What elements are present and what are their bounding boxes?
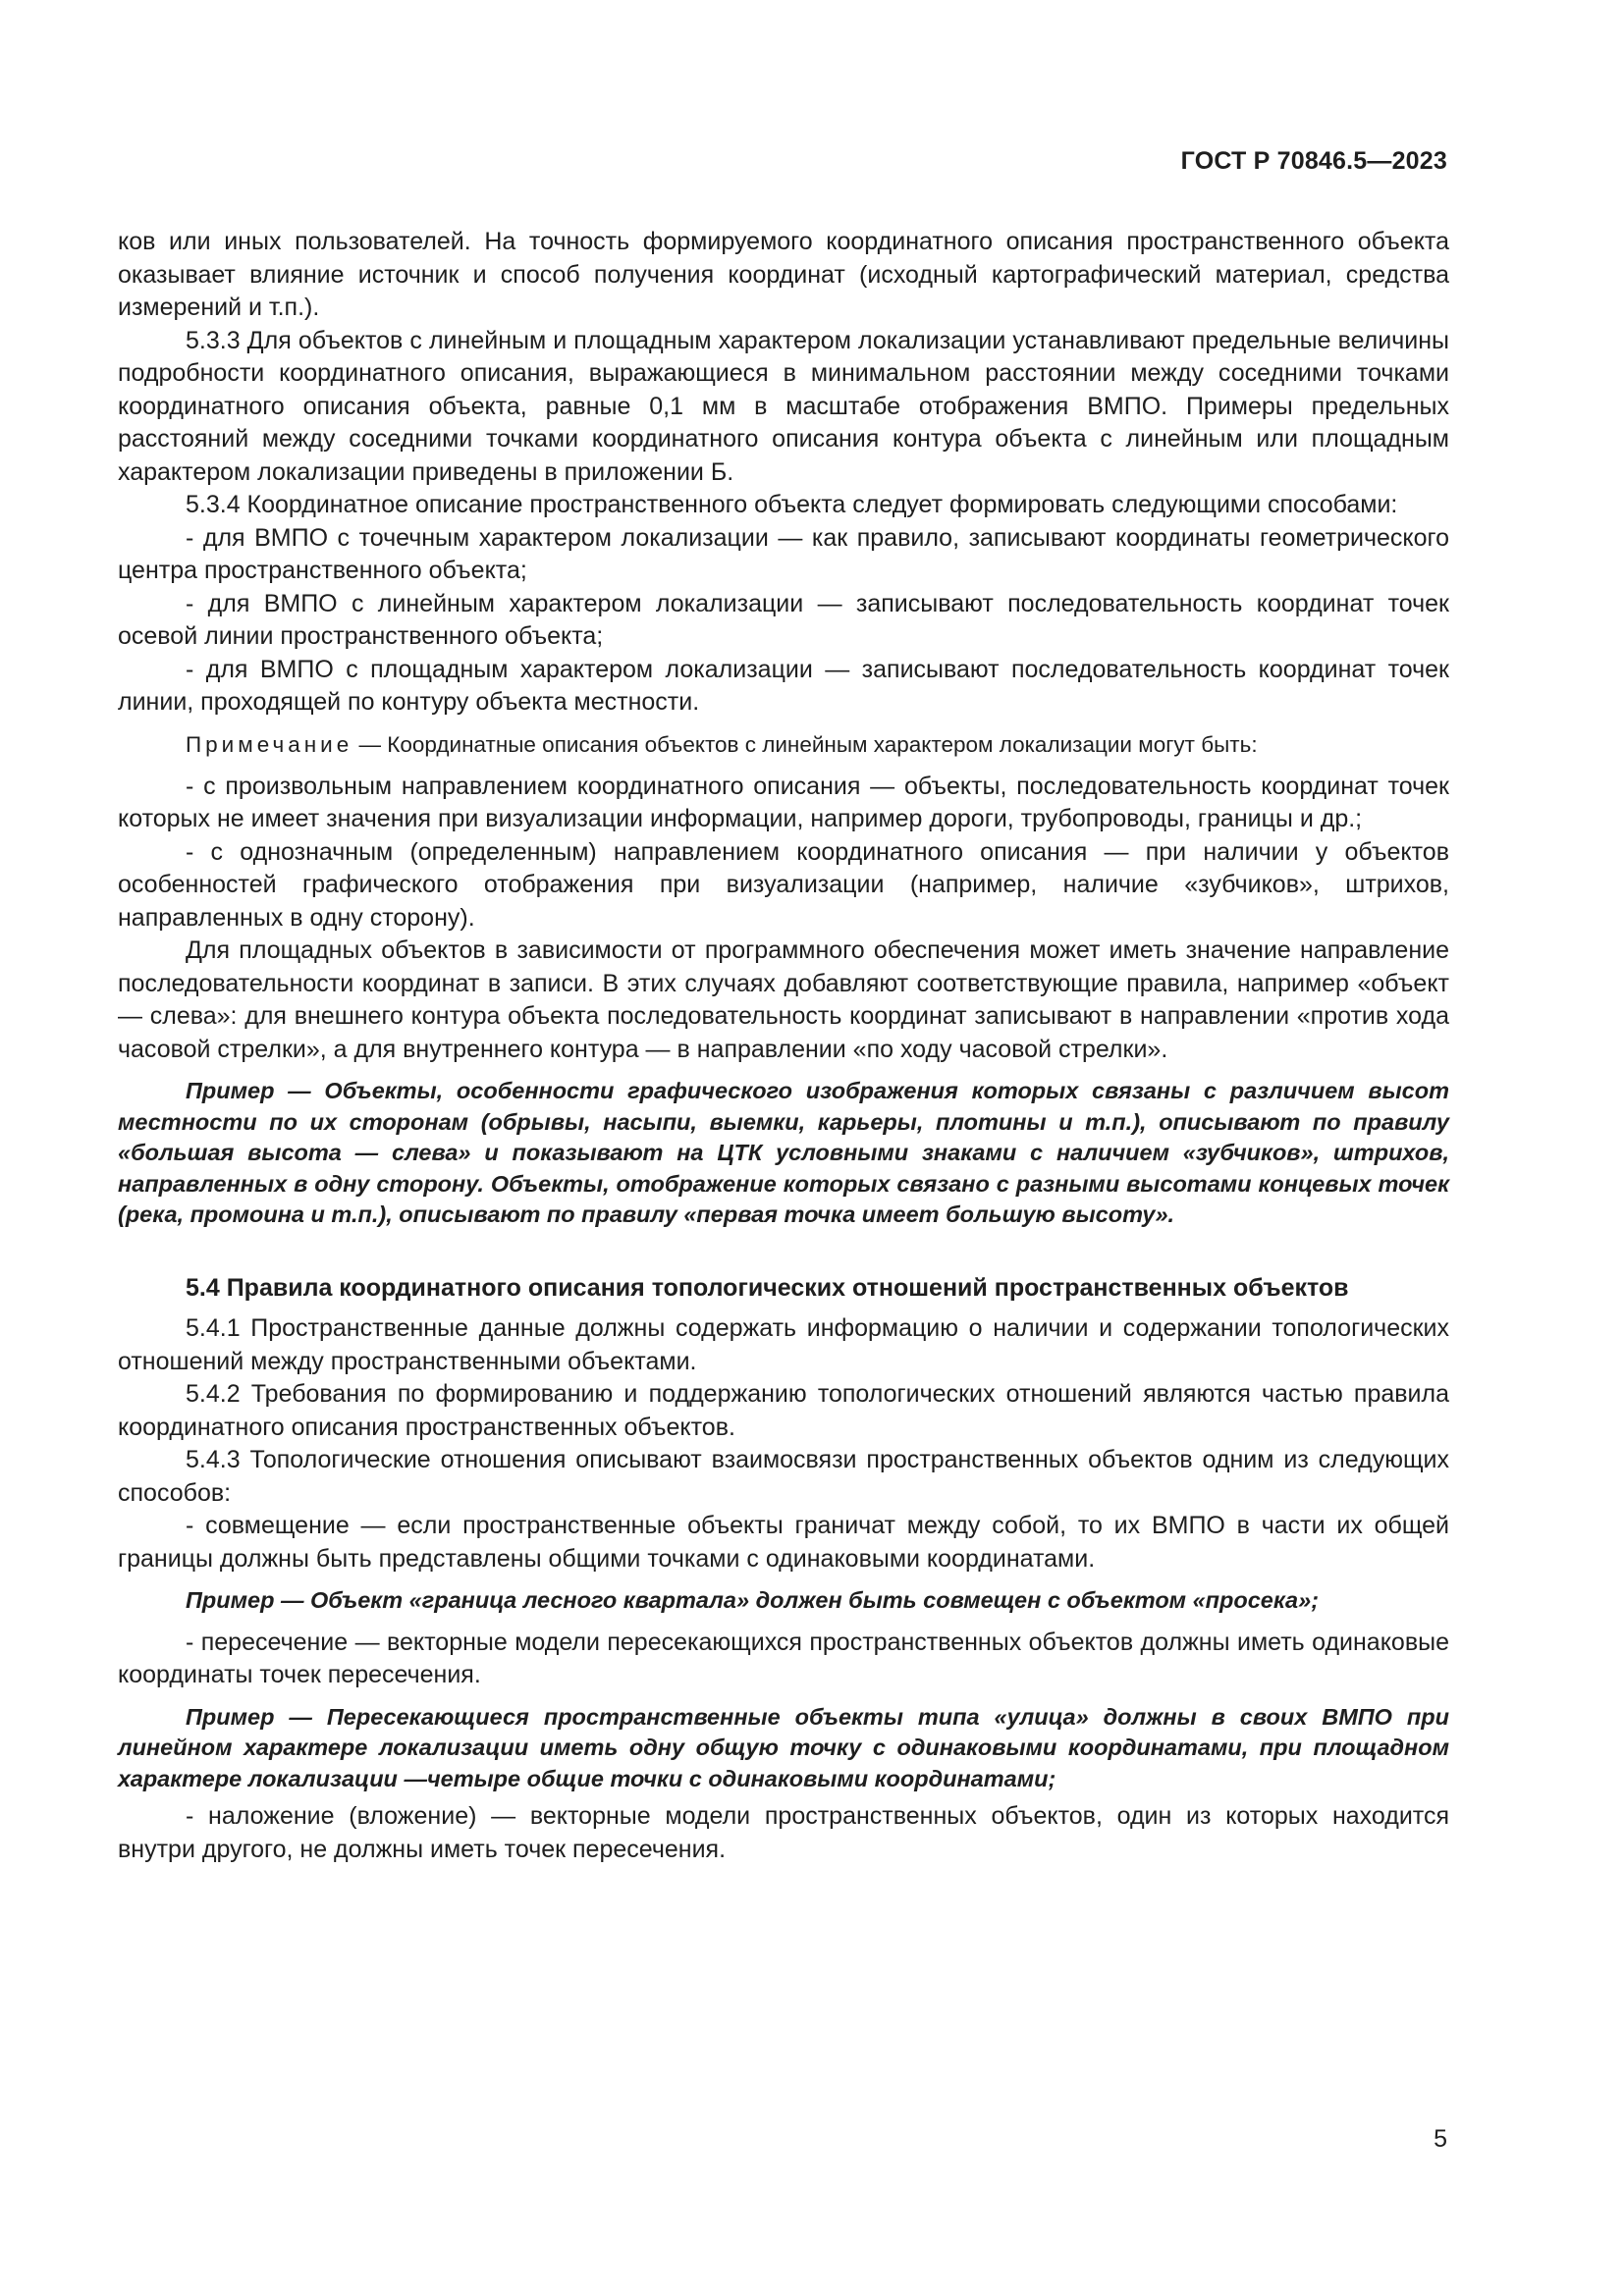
note (118, 729, 1449, 761)
paragraph-5-4-3: 5.4.3 Топологические отношения описывают взаимосвязи пространственных объектов одним из следующих способов: (118, 1446, 1449, 1507)
paragraph-continuation: ков или иных пользователей. На точность формируемого координатного описания пространственного объекта оказывает влияние источник и способ получения координат (исходный картографический материал, средства измерений и т.п.). (118, 228, 1449, 321)
example-2: Пример — Объект «граница лесного квартала» должен быть совмещен с объектом «просека»; (186, 1587, 1320, 1613)
document-code: ГОСТ Р 70846.5—2023 (1180, 147, 1447, 175)
example-3: Пример — Пересекающиеся пространственные объекты типа «улица» должны в своих ВМПО при линейном характере локализации иметь одну общую точку с одинаковыми координатами, при площадном характере локализации —четыре общие точки с одинаковыми координатами; (118, 1703, 1449, 1791)
document-body (118, 226, 1449, 1866)
paragraph-5-3-4: 5.3.4 Координатное описание пространственного объекта следует формировать следующими способами: (186, 491, 1398, 518)
list-item-overlay: - наложение (вложение) — векторные модели пространственных объектов, один из которых находится внутри другого, не должны иметь точек пересечения. (118, 1802, 1449, 1863)
list-item-combination: - совмещение — если пространственные объекты граничат между собой, то их ВМПО в части их общей границы должны быть представлены общими точками с одинаковыми координатами. (118, 1512, 1449, 1573)
list-item-areal: - для ВМПО с площадным характером локализации — записывают последовательность координат точек линии, проходящей по контуру объекта местности. (118, 655, 1449, 716)
paragraph-5-4-1: 5.4.1 Пространственные данные должны содержать информацию о наличии и содержании топологических отношений между пространственными объектами. (118, 1314, 1449, 1375)
list-item-intersection: - пересечение — векторные модели пересекающихся пространственных объектов должны иметь одинаковые координаты точек пересечения. (118, 1628, 1449, 1688)
list-item-fixed-direction: - с однозначным (определенным) направлением координатного описания — при наличии у объектов особенностей графического отображения при визуализации (например, наличие «зубчиков», штрихов, направленных в одну сторону). (118, 837, 1449, 932)
list-item-point: - для ВМПО с точечным характером локализации — как правило, записывают координаты геометрического центра пространственного объекта; (118, 523, 1449, 584)
paragraph-areal-direction: Для площадных объектов в зависимости от программного обеспечения может иметь значение направление последовательности координат в записи. В этих случаях добавляют соответствующие правила, например «объект — слева»: для внешнего контура объекта последовательность координат записывают в направлении «против хода часовой стрелки», а для внутреннего контура — в направлении «по ходу часовой стрелки». (118, 936, 1449, 1063)
list-item-arbitrary-direction: - с произвольным направлением координатного описания — объекты, последовательность координат точек которых не имеет значения при визуализации информации, например дороги, трубопроводы, границы и др.; (118, 772, 1449, 832)
page-number: 5 (1434, 2125, 1447, 2153)
list-item-linear: - для ВМПО с линейным характером локализации — записывают последовательность координат точек осевой линии пространственного объекта; (118, 589, 1449, 650)
paragraph-5-3-3: 5.3.3 Для объектов с линейным и площадным характером локализации устанавливают предельные величины подробности координатного описания, выражающиеся в минимальном расстоянии между соседними точками координатного описания объекта, равные 0,1 мм в масштабе отображения ВМПО. Примеры предельных расстояний между соседними точками координатного описания контура объекта с линейным или площадным характером локализации приведены в приложении Б. (118, 326, 1449, 486)
note-text: — Координатные описания объектов с линейным характером локализации могут быть: (352, 731, 1258, 757)
note-label: Примечание (186, 731, 353, 757)
paragraph-5-4-2: 5.4.2 Требования по формированию и поддержанию топологических отношений являются частью правила координатного описания пространственных объектов. (118, 1380, 1449, 1441)
example-1: Пример — Объекты, особенности графического изображения которых связаны с различием высот местности по их сторонам (обрывы, насыпи, выемки, карьеры, плотины и т.п.), описывают по правилу «большая высота — слева» и показывают на ЦТК условными знаками с наличием «зубчиков», штрихов, направленных в одну сторону. Объекты, отображение которых связано с разными высотами концевых точек (река, промоина и т.п.), описывают по правилу «первая точка имеет большую высоту». (118, 1078, 1449, 1227)
section-title-5-4: 5.4 Правила координатного описания топологических отношений пространственных объектов (186, 1273, 1349, 1302)
